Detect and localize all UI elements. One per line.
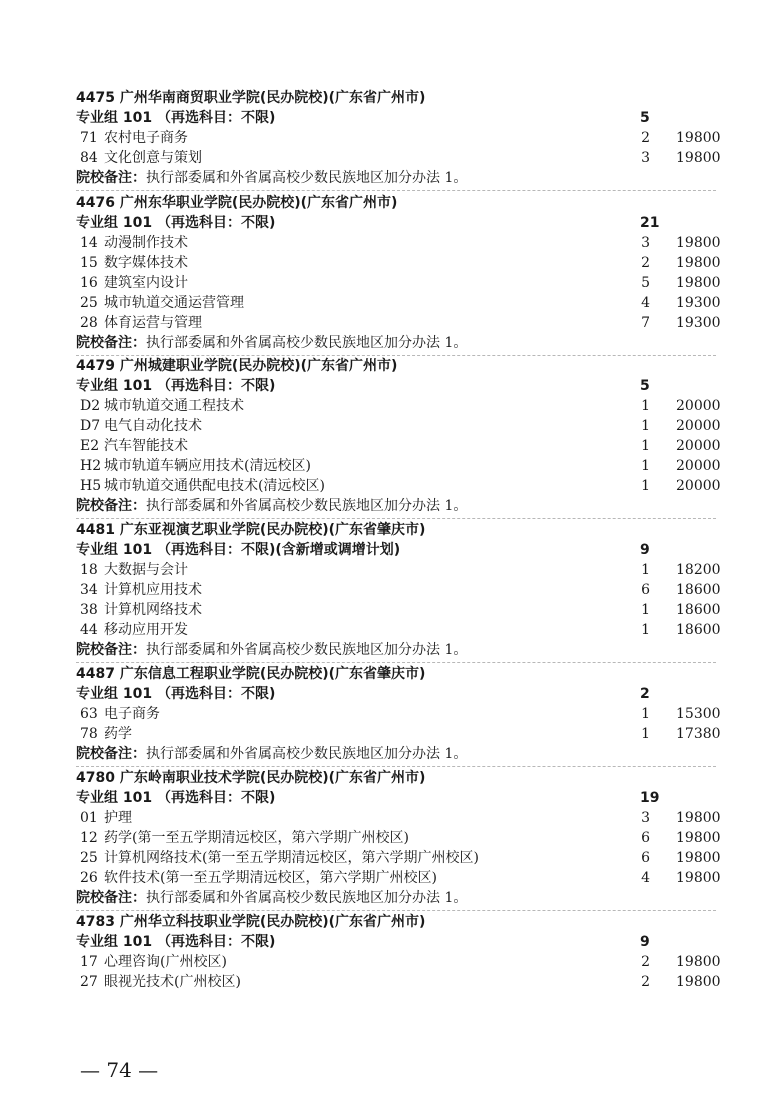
major-code: 38 (80, 602, 98, 618)
major-row (0, 416, 777, 436)
major-tuition: 17380 (676, 726, 721, 742)
school-note-label: 院校备注： (76, 642, 146, 658)
major-name: 城市轨道交通供配电技术(清远校区) (104, 478, 325, 494)
major-name: 移动应用开发 (104, 622, 188, 638)
school-note (76, 640, 467, 660)
major-plan-count: 1 (641, 458, 650, 474)
major-plan-count: 3 (641, 235, 650, 251)
major-code: 26 (80, 870, 98, 886)
major-tuition: 19800 (676, 150, 721, 166)
major-tuition: 18600 (676, 602, 721, 618)
major-tuition: 20000 (676, 478, 721, 494)
major-name: 大数据与会计 (104, 562, 188, 578)
major-plan-count: 1 (641, 706, 650, 722)
major-name: 心理咨询(广州校区) (104, 954, 227, 970)
major-plan-count: 3 (641, 150, 650, 166)
major-plan-count: 2 (641, 130, 650, 146)
major-code: 12 (80, 830, 98, 846)
major-row (0, 456, 777, 476)
major-plan-count: 2 (641, 954, 650, 970)
major-group-total: 9 (640, 542, 650, 558)
major-name: 农村电子商务 (104, 130, 188, 146)
major-code: 18 (80, 562, 98, 578)
major-plan-count: 1 (641, 478, 650, 494)
major-row (0, 972, 777, 992)
major-tuition: 20000 (676, 418, 721, 434)
major-name: 建筑室内设计 (104, 275, 188, 291)
school-note (76, 333, 467, 353)
major-plan-count: 1 (641, 726, 650, 742)
major-row (0, 724, 777, 744)
major-code: 14 (80, 235, 98, 251)
major-tuition: 19800 (676, 850, 721, 866)
major-group-total: 21 (640, 215, 660, 231)
major-group-label: 专业组 101 （再选科目：不限) (76, 215, 276, 231)
section-divider (76, 190, 716, 191)
major-row (0, 600, 777, 620)
major-row (0, 808, 777, 828)
major-group-total: 5 (640, 110, 650, 126)
major-plan-count: 5 (641, 275, 650, 291)
major-name: 护理 (104, 810, 132, 826)
school-note (76, 496, 467, 516)
major-group-total: 9 (640, 934, 650, 950)
major-tuition: 18600 (676, 622, 721, 638)
major-name: 药学 (104, 726, 132, 742)
major-group-label: 专业组 101 （再选科目：不限) (76, 378, 276, 394)
school-note-text: 执行部委属和外省属高校少数民族地区加分办法 1。 (146, 498, 468, 514)
major-tuition: 19800 (676, 870, 721, 886)
school-note-label: 院校备注： (76, 498, 146, 514)
major-code: 01 (80, 810, 98, 826)
major-row (0, 396, 777, 416)
section-divider (76, 518, 716, 519)
major-code: 78 (80, 726, 98, 742)
major-group-label: 专业组 101 （再选科目：不限)(含新增或调增计划) (76, 542, 401, 558)
major-code: 34 (80, 582, 98, 598)
major-row (0, 560, 777, 580)
major-group-total: 2 (640, 686, 650, 702)
school-title: 4475 广州华南商贸职业学院(民办院校)(广东省广州市) (76, 90, 426, 106)
section-divider (76, 766, 716, 767)
major-tuition: 19300 (676, 315, 721, 331)
major-row (0, 436, 777, 456)
major-plan-count: 6 (641, 850, 650, 866)
major-name: 动漫制作技术 (104, 235, 188, 251)
major-group-label: 专业组 101 （再选科目：不限) (76, 790, 276, 806)
major-row (0, 128, 777, 148)
major-code: 28 (80, 315, 98, 331)
school-title: 4780 广东岭南职业技术学院(民办院校)(广东省广州市) (76, 770, 426, 786)
major-tuition: 19800 (676, 235, 721, 251)
major-group-total: 19 (640, 790, 660, 806)
major-tuition: 20000 (676, 458, 721, 474)
major-name: 计算机应用技术 (104, 582, 202, 598)
page-number: — 74 — (80, 1058, 159, 1082)
major-tuition: 19800 (676, 954, 721, 970)
major-row (0, 848, 777, 868)
major-plan-count: 1 (641, 438, 650, 454)
section-divider (76, 910, 716, 911)
major-name: 电气自动化技术 (104, 418, 202, 434)
major-name: 城市轨道交通运营管理 (104, 295, 244, 311)
major-plan-count: 2 (641, 974, 650, 990)
major-code: 15 (80, 255, 98, 271)
major-name: 电子商务 (104, 706, 160, 722)
school-note (76, 888, 467, 908)
major-plan-count: 3 (641, 810, 650, 826)
major-name: 城市轨道交通工程技术 (104, 398, 244, 414)
major-row (0, 580, 777, 600)
major-name: 城市轨道车辆应用技术(清远校区) (104, 458, 311, 474)
major-plan-count: 4 (641, 295, 650, 311)
major-name: 数字媒体技术 (104, 255, 188, 271)
major-group-total: 5 (640, 378, 650, 394)
major-row (0, 253, 777, 273)
major-row (0, 704, 777, 724)
major-tuition: 19800 (676, 275, 721, 291)
major-code: 25 (80, 295, 98, 311)
major-row (0, 620, 777, 640)
major-group-label: 专业组 101 （再选科目：不限) (76, 686, 276, 702)
major-tuition: 19800 (676, 255, 721, 271)
major-plan-count: 1 (641, 602, 650, 618)
section-divider (76, 662, 716, 663)
school-note-label: 院校备注： (76, 746, 146, 762)
major-plan-count: 4 (641, 870, 650, 886)
school-title: 4481 广东亚视演艺职业学院(民办院校)(广东省肇庆市) (76, 522, 426, 538)
school-title: 4476 广州东华职业学院(民办院校)(广东省广州市) (76, 195, 398, 211)
school-note (76, 744, 467, 764)
major-name: 软件技术(第一至五学期清远校区，第六学期广州校区) (104, 870, 437, 886)
school-note (76, 168, 467, 188)
school-note-label: 院校备注： (76, 335, 146, 351)
major-tuition: 19800 (676, 810, 721, 826)
major-code: 25 (80, 850, 98, 866)
major-code: 27 (80, 974, 98, 990)
school-note-text: 执行部委属和外省属高校少数民族地区加分办法 1。 (146, 746, 468, 762)
major-tuition: 19300 (676, 295, 721, 311)
major-tuition: 19800 (676, 130, 721, 146)
major-code: E2 (80, 438, 100, 454)
major-tuition: 18200 (676, 562, 721, 578)
major-row (0, 828, 777, 848)
major-code: 44 (80, 622, 98, 638)
major-tuition: 19800 (676, 974, 721, 990)
major-row (0, 476, 777, 496)
major-tuition: 15300 (676, 706, 721, 722)
major-code: 84 (80, 150, 98, 166)
major-plan-count: 1 (641, 418, 650, 434)
major-name: 眼视光技术(广州校区) (104, 974, 241, 990)
major-code: H5 (80, 478, 102, 494)
major-name: 体育运营与管理 (104, 315, 202, 331)
major-row (0, 273, 777, 293)
school-note-text: 执行部委属和外省属高校少数民族地区加分办法 1。 (146, 642, 468, 658)
major-plan-count: 1 (641, 562, 650, 578)
major-group-label: 专业组 101 （再选科目：不限) (76, 934, 276, 950)
major-name: 文化创意与策划 (104, 150, 202, 166)
school-title: 4479 广州城建职业学院(民办院校)(广东省广州市) (76, 358, 398, 374)
major-plan-count: 7 (641, 315, 650, 331)
major-tuition: 20000 (676, 438, 721, 454)
major-plan-count: 1 (641, 622, 650, 638)
major-tuition: 19800 (676, 830, 721, 846)
major-plan-count: 6 (641, 830, 650, 846)
major-code: 16 (80, 275, 98, 291)
major-tuition: 20000 (676, 398, 721, 414)
major-group-label: 专业组 101 （再选科目：不限) (76, 110, 276, 126)
major-code: D7 (80, 418, 101, 434)
major-plan-count: 1 (641, 398, 650, 414)
school-title: 4783 广州华立科技职业学院(民办院校)(广东省广州市) (76, 914, 426, 930)
major-row (0, 148, 777, 168)
major-code: 17 (80, 954, 98, 970)
school-title: 4487 广东信息工程职业学院(民办院校)(广东省肇庆市) (76, 666, 426, 682)
major-row (0, 293, 777, 313)
major-name: 计算机网络技术(第一至五学期清远校区，第六学期广州校区) (104, 850, 479, 866)
major-plan-count: 2 (641, 255, 650, 271)
major-name: 药学(第一至五学期清远校区，第六学期广州校区) (104, 830, 409, 846)
school-note-label: 院校备注： (76, 890, 146, 906)
school-note-text: 执行部委属和外省属高校少数民族地区加分办法 1。 (146, 335, 468, 351)
major-code: 71 (80, 130, 98, 146)
major-code: H2 (80, 458, 102, 474)
major-row (0, 313, 777, 333)
major-plan-count: 6 (641, 582, 650, 598)
major-row (0, 868, 777, 888)
school-note-text: 执行部委属和外省属高校少数民族地区加分办法 1。 (146, 890, 468, 906)
major-row (0, 952, 777, 972)
major-code: 63 (80, 706, 98, 722)
major-name: 汽车智能技术 (104, 438, 188, 454)
major-name: 计算机网络技术 (104, 602, 202, 618)
school-note-text: 执行部委属和外省属高校少数民族地区加分办法 1。 (146, 170, 468, 186)
major-code: D2 (80, 398, 101, 414)
school-note-label: 院校备注： (76, 170, 146, 186)
major-tuition: 18600 (676, 582, 721, 598)
major-row (0, 233, 777, 253)
